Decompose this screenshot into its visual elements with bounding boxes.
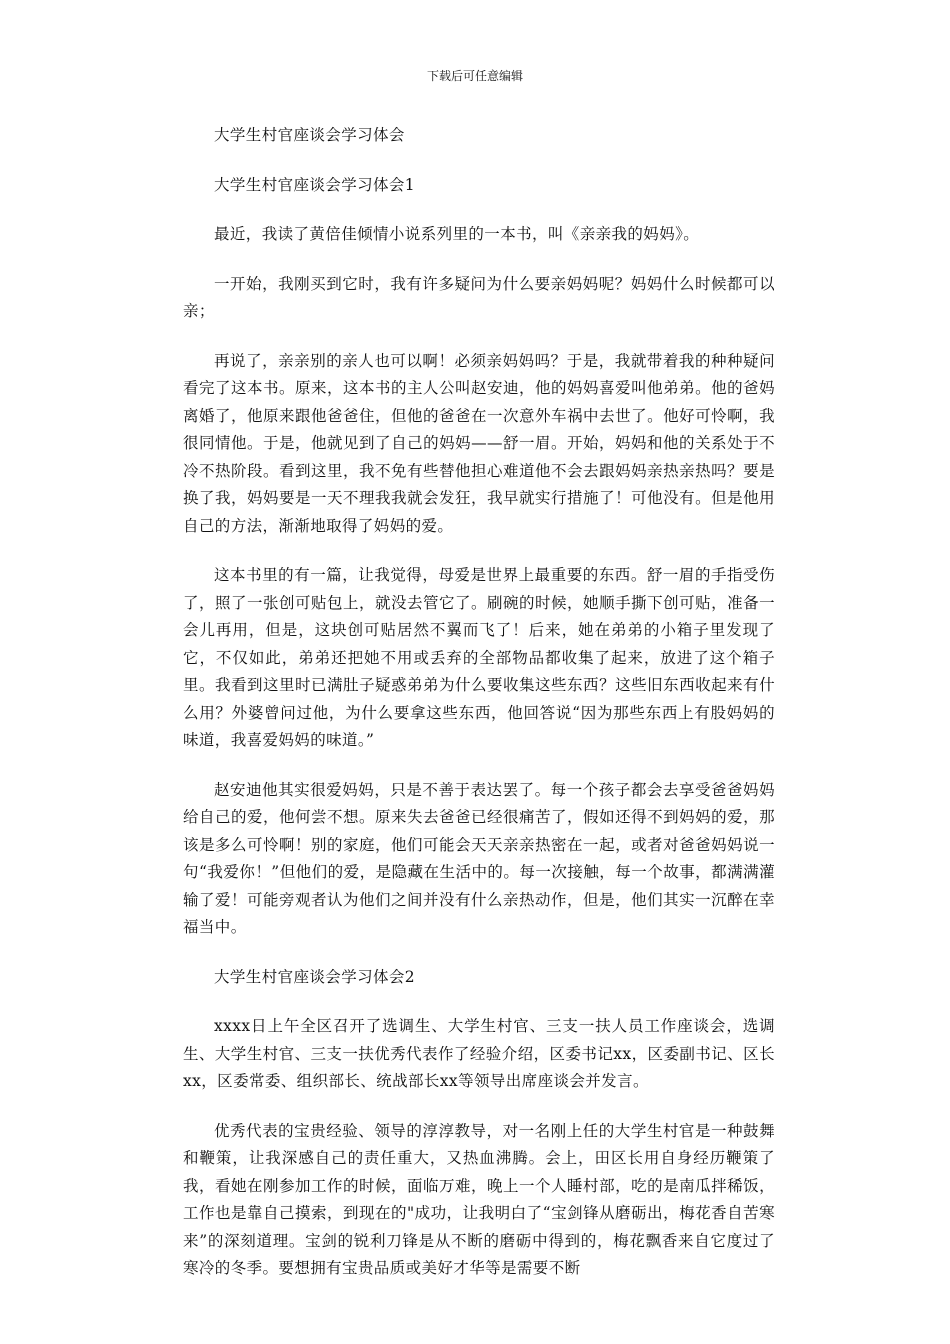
paragraph-4: 这本书里的有一篇，让我觉得，母爱是世界上最重要的东西。舒一眉的手指受伤了，照了一张创可贴包上，就没去管它了。刷碗的时候，她顺手撕下创可贴，准备一会儿再用，但是，这块创可贴居然不翼而飞了！后来，她在弟弟的小箱子里发现了它，不仅如此，弟弟还把她不用或丢弃的全部物品都收集了起来，放进了这个箱子里。我看到这里时已满肚子疑惑弟弟为什么要收集这些东西？这些旧东西收起来有什么用？外婆曾问过他，为什么要拿这些东西，他回答说“因为那些东西上有股妈妈的味道，我喜爱妈妈的味道。” — [183, 566, 775, 749]
paragraph-3: 再说了，亲亲别的亲人也可以啊！必须亲妈妈吗？于是，我就带着我的种种疑问看完了这本书。原来，这本书的主人公叫赵安迪，他的妈妈喜爱叫他弟弟。他的爸妈离婚了，他原来跟他爸爸住，但他的爸爸在一次意外车祸中去世了。他好可怜啊，我很同情他。于是，他就见到了自己的妈妈——舒一眉。开始，妈妈和他的关系处于不冷不热阶段。看到这里，我不免有些替他担心难道他不会去跟妈妈亲热亲热吗？要是换了我，妈妈要是一天不理我我就会发狂，我早就实行措施了！可他没有。但是他用自己的方法，渐渐地取得了妈妈的爱。 — [183, 351, 775, 535]
document-body — [183, 122, 775, 1283]
paragraph-7: 优秀代表的宝贵经验、领导的淳淳教导，对一名刚上任的大学生村官是一种鼓舞和鞭策，让我深感自己的责任重大，又热血沸腾。会上，田区长用自身经历鞭策了我，看她在刚参加工作的时候，面临万难，晚上一个人睡村部，吃的是南瓜拌稀饭，工作也是靠自己摸索，到现在的"成功，让我明白了“宝剑锋从磨砺出，梅花香自苦寒来”的深刻道理。宝剑的锐利刀锋是从不断的磨砺中得到的，梅花飘香来自它度过了寒冷的冬季。要想拥有宝贵品质或美好才华等是需要不断 — [183, 1121, 775, 1277]
header-note: 下载后可任意编辑 — [426, 69, 523, 83]
paragraph-1: 最近，我读了黄倍佳倾情小说系列里的一本书，叫《亲亲我的妈妈》。 — [214, 225, 700, 243]
section-2-title: 大学生村官座谈会学习体会2 — [214, 967, 416, 986]
section-1-title: 大学生村官座谈会学习体会1 — [214, 175, 416, 194]
paragraph-6: xxxx日上午全区召开了选调生、大学生村官、三支一扶人员工作座谈会，选调生、大学生村官、三支一扶优秀代表作了经验介绍，区委书记xx，区委副书记、区长xx，区委常委、组织部长、统战部长xx等领导出席座谈会并发言。 — [183, 1017, 775, 1090]
document-title: 大学生村官座谈会学习体会 — [214, 126, 405, 144]
paragraph-2: 一开始，我刚买到它时，我有许多疑问为什么要亲妈妈呢？妈妈什么时候都可以亲； — [183, 274, 775, 320]
paragraph-5: 赵安迪他其实很爱妈妈，只是不善于表达罢了。每一个孩子都会去享受爸爸妈妈给自己的爱，他何尝不想。原来失去爸爸已经很痛苦了，假如还得不到妈妈的爱，那该是多么可怜啊！别的家庭，他们可能会天天亲亲热密在一起，或者对爸爸妈妈说一句“我爱你！”但他们的爱，是隐藏在生活中的。每一次接触，每一个故事，都满满灌输了爱！可能旁观者认为他们之间并没有什么亲热动作，但是，他们其实一沉醉在幸福当中。 — [183, 780, 775, 936]
